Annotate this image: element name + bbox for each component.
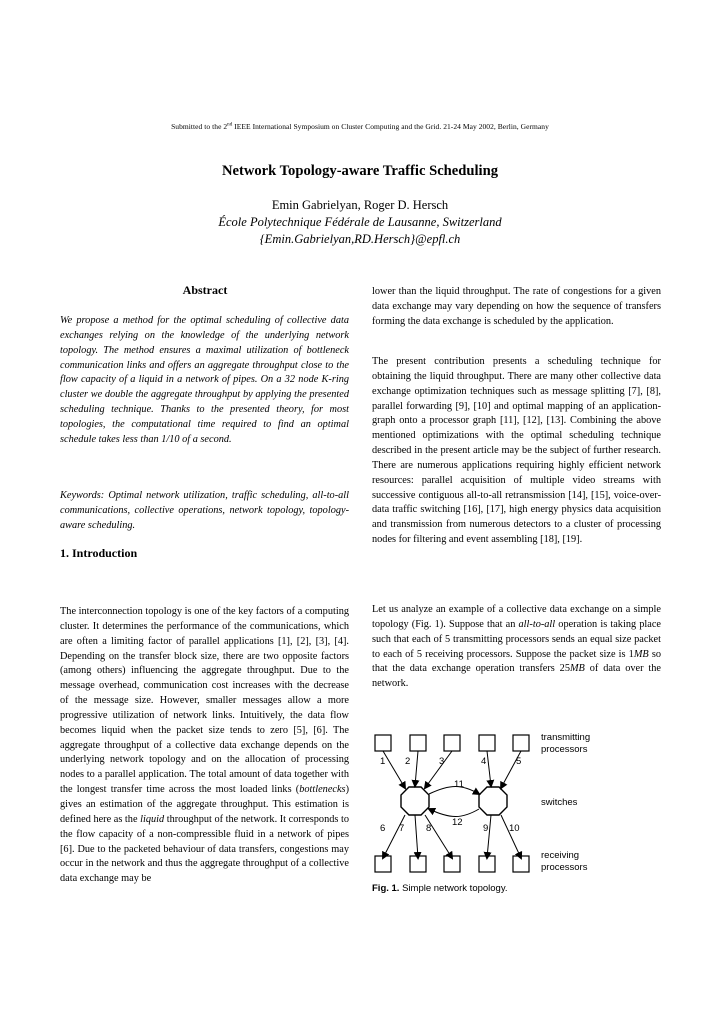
link-label-12: 12 — [452, 817, 463, 828]
label-receiving: receiving — [541, 850, 580, 861]
receiving-processor-2 — [410, 856, 426, 872]
authors: Emin Gabrielyan, Roger D. Hersch — [271, 198, 449, 212]
transmitting-processor-1 — [375, 735, 391, 751]
link-label-11: 11 — [454, 779, 464, 790]
link-label-3: 3 — [439, 756, 445, 767]
introduction-paragraph-1: The interconnection topology is one of the key factors of a computing cluster. It determines the performance of the communications, which are often a limiting factor of parallel applications [1], [2], [3], [4]. Depending on the transfer block size, there are two opposite factors (among others) influencing the aggregate throughput. Due to the message overhead, communication cost increases with the decrease of the message size. However, smaller messages allow a more progressive utilization of network links. Intuitively, the data flow becomes liquid when the packet size tends to zero [5], [6]. The aggregate throughput of a collective data exchange depends on the underlying network topology and on the allocation of processing nodes to a parallel application. The total amount of data together with the longest transfer time across the most loaded links (bottlenecks) gives an estimation of the aggregate throughput. This estimation is defined here as the liquid throughput of the network. It corresponds to the flow capacity of a non-compressible fluid in a network of pipes [6]. Due to the packeted behaviour of data transfers, congestions may occur in the network and thus the aggregate throughput of a collective data exchange may be — [60, 606, 349, 885]
transmitting-processors — [375, 735, 529, 751]
link-label-4: 4 — [481, 756, 487, 767]
link-label-2: 2 — [405, 756, 411, 767]
link-label-9: 9 — [483, 823, 489, 834]
link-12 — [429, 809, 479, 817]
label-receiving-processors: processors — [541, 862, 588, 873]
affiliation: École Polytechnique Fédérale de Lausanne, Switzerland — [218, 215, 502, 229]
transmitting-processor-4 — [479, 735, 495, 751]
introduction-paragraph-1-continued: lower than the liquid throughput. The rate of congestions for a given data exchange may vary depending on how the sequence of transfers forming the data exchange is scheduled by the application. — [372, 286, 661, 327]
transmitting-processor-2 — [410, 735, 426, 751]
introduction-paragraph-2: The present contribution presents a scheduling technique for obtaining the liquid throughput. There are many other collective data exchange optimization techniques such as message splitting [7], [8], parallel forwarding [9], [10] and optimal mapping of an application-graph onto a processor graph [11], [12], [13]. Combining the above mentioned optimizations with the optimal scheduling technique described in the present article may be the subject of further research. There are numerous applications requiring highly efficient network resources: parallel acquisition of multiple video streams with successive contiguous all-to-all retransmission [14], [15], voice-over-data traffic switching [16], [17], high energy physics data acquisition and transmission from numerous detectors to a cluster of processing nodes for filtering and event assembling [18], [19]. — [372, 356, 661, 546]
keywords: Keywords: Optimal network utilization, traffic scheduling, all-to-all communications, collective operations, network topology, topology-aware scheduling. — [60, 490, 349, 531]
link-label-1: 1 — [380, 756, 386, 767]
receiving-processor-4 — [479, 856, 495, 872]
link-label-7: 7 — [399, 823, 405, 834]
receiving-processor-5 — [513, 856, 529, 872]
transmitting-processor-3 — [444, 735, 460, 751]
figure-caption: Fig. 1. Simple network topology. — [372, 883, 508, 894]
link-label-6: 6 — [380, 823, 386, 834]
label-transmitting: transmitting — [541, 732, 591, 743]
abstract-body: We propose a method for the optimal scheduling of collective data exchanges relying on the knowledge of the underlying network topology. The method ensures a maximal utilization of bottleneck communication links and offers an aggregate throughput close to the flow capacity of a liquid in a network of pipes. On a 32 node K-ring cluster we double the aggregate throughput by applying the presented scheduling technique. Thanks to the presented theory, for most topologies, the computational time required to find an optimal schedule takes less than 1/10 of a second. — [60, 315, 349, 445]
link-label-5: 5 — [516, 756, 522, 767]
email[interactable]: {Emin.Gabrielyan,RD.Hersch}@epfl.ch — [259, 232, 461, 246]
paper-title: Network Topology-aware Traffic Scheduling — [221, 163, 499, 179]
section-heading-introduction: 1. Introduction — [60, 546, 138, 560]
label-switches: switches — [541, 797, 578, 808]
receiving-processor-3 — [444, 856, 460, 872]
link-label-8: 8 — [426, 823, 432, 834]
submission-note: Submitted to the 2nd IEEE International Symposium on Cluster Computing and the Grid. 21-24 May 2002, Berlin, Germany — [171, 122, 549, 131]
introduction-paragraph-3: Let us analyze an example of a collective data exchange on a simple topology (Fig. 1). Suppose that an all-to-all operation is taking place such that each of 5 transmitting processors sends an equal size packet to each of 5 receiving processors. Suppose the packet size is 1MB so that the data exchange operation transfers 25MB of data over the network. — [372, 604, 661, 690]
receiving-processors — [375, 856, 529, 872]
uplinks — [383, 751, 521, 788]
link-label-10: 10 — [509, 823, 520, 834]
network-topology-figure — [370, 728, 662, 898]
abstract-heading: Abstract — [182, 283, 228, 297]
switch-left — [401, 787, 429, 815]
receiving-processor-1 — [375, 856, 391, 872]
label-transmitting-processors: processors — [541, 744, 588, 755]
transmitting-processor-5 — [513, 735, 529, 751]
switch-right — [479, 787, 507, 815]
